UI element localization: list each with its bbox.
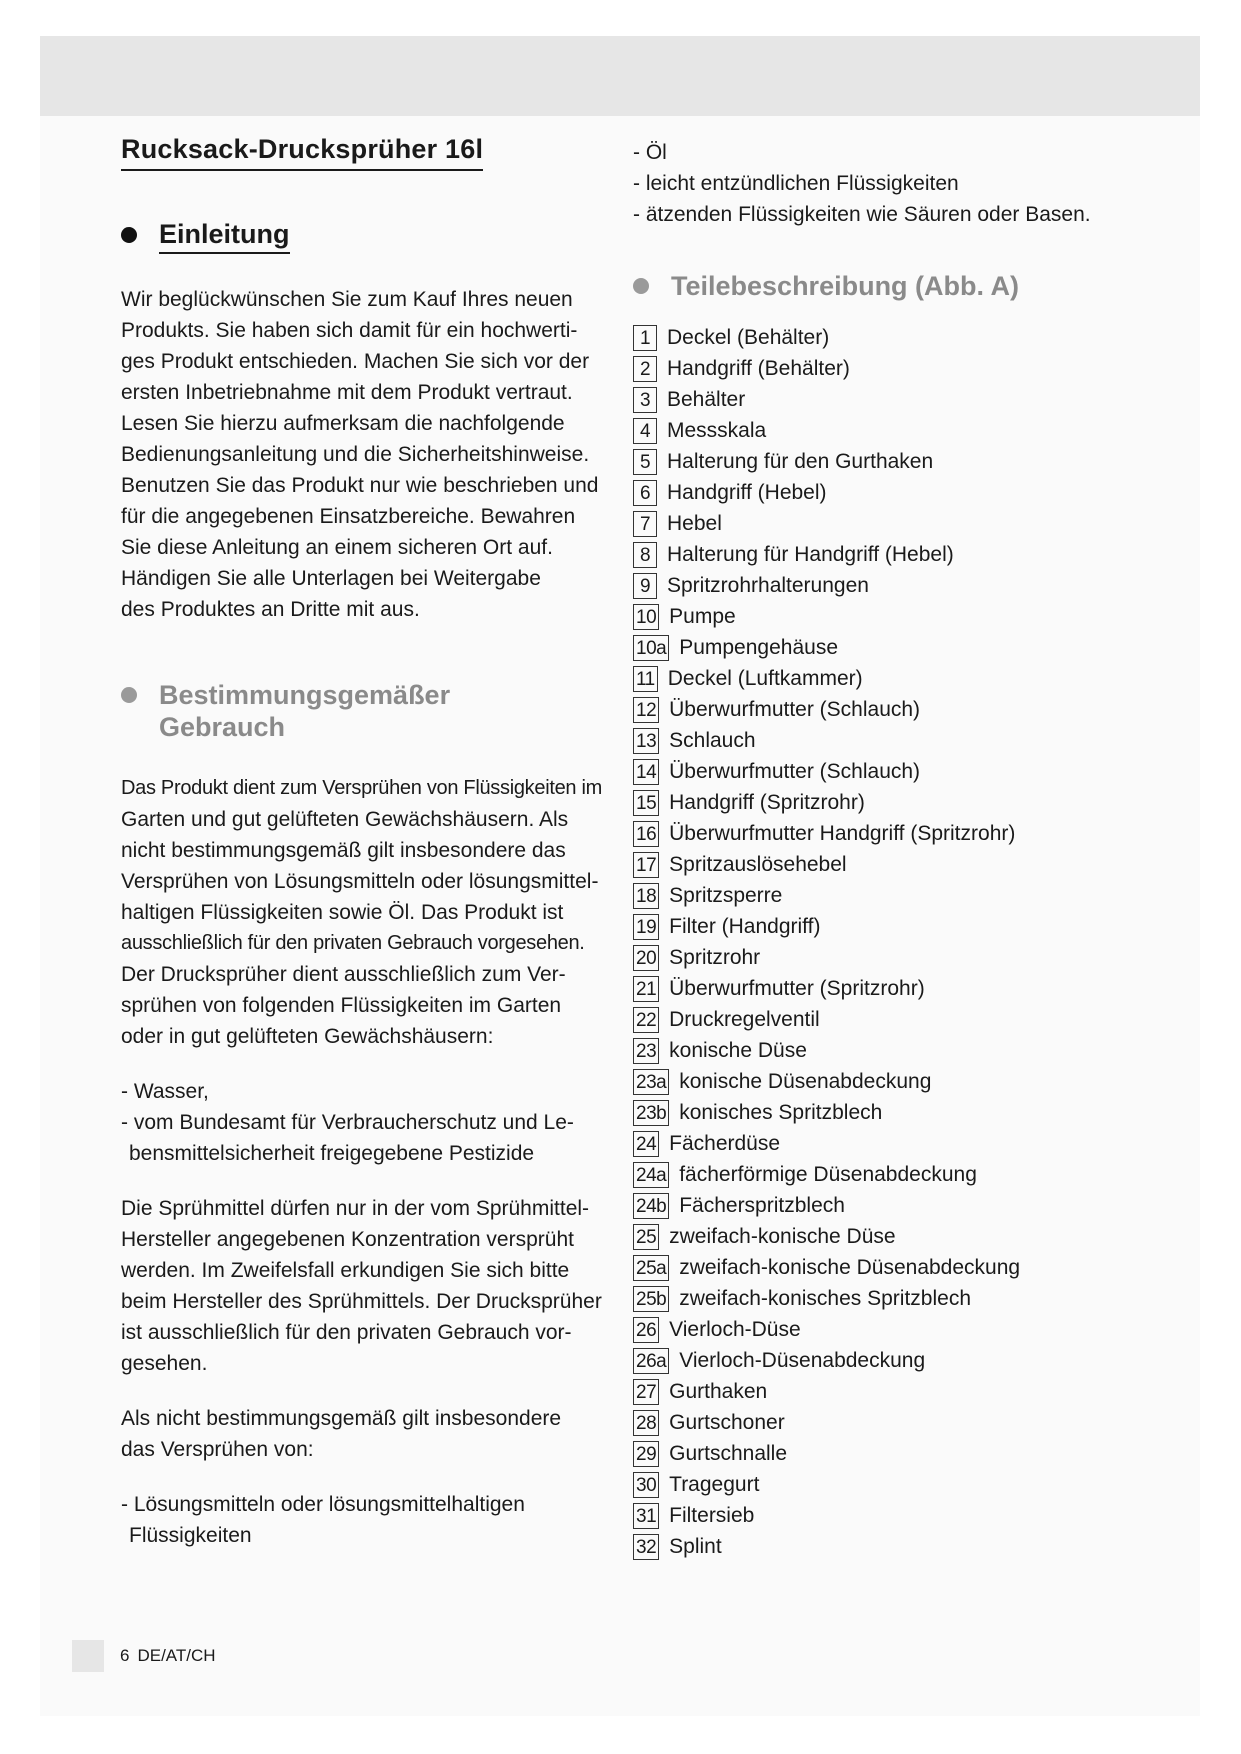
part-label: Handgriff (Hebel) (667, 480, 827, 504)
part-item (633, 415, 1133, 446)
part-item (633, 1407, 1133, 1438)
header-band (40, 36, 1200, 116)
part-number: 25a (633, 1255, 669, 1281)
part-number: 23a (633, 1069, 669, 1095)
part-item (633, 1004, 1133, 1035)
part-item (633, 849, 1133, 880)
text-line: Produkts. Sie haben sich damit für ein hochwerti- (121, 319, 578, 342)
text-line: sprühen von folgenden Flüssigkeiten im Garten (121, 994, 562, 1017)
allowed-liquids-list (121, 1076, 611, 1169)
part-item (633, 1438, 1133, 1469)
section-intended-use-heading (121, 679, 611, 743)
part-label: Vierloch-Düse (669, 1317, 801, 1341)
part-number: 24 (633, 1131, 659, 1157)
text-line: Hersteller angegebenen Konzentration versprüht (121, 1228, 574, 1251)
part-label: Spritzrohr (669, 945, 761, 969)
part-number: 10a (633, 635, 669, 661)
part-number: 7 (633, 511, 657, 537)
intended-use-paragraph-3 (121, 1403, 611, 1465)
part-number: 31 (633, 1503, 659, 1529)
part-item (633, 1097, 1133, 1128)
part-item (633, 632, 1133, 663)
part-number: 2 (633, 356, 657, 382)
part-item (633, 1345, 1133, 1376)
part-item (633, 973, 1133, 1004)
text-line: Das Produkt dient zum Versprühen von Flüssigkeiten im (121, 777, 603, 799)
part-item (633, 477, 1133, 508)
parts-heading-text: Teilebeschreibung (Abb. A) (671, 271, 1020, 301)
part-label: Gurtschoner (669, 1410, 785, 1434)
part-item (633, 756, 1133, 787)
part-item (633, 1190, 1133, 1221)
part-label: zweifach-konische Düsenabdeckung (679, 1255, 1021, 1279)
text-line: Garten und gut gelüfteten Gewächshäusern. Als (121, 808, 569, 831)
part-number: 21 (633, 976, 659, 1002)
part-label: konische Düsenabdeckung (679, 1069, 932, 1093)
part-number: 25b (633, 1286, 669, 1312)
part-label: Splint (669, 1534, 722, 1558)
text-line: ausschließlich für den privaten Gebrauch vorgesehen. (121, 932, 585, 954)
intended-use-heading-line2: Gebrauch (159, 712, 286, 742)
list-item: - leicht entzündlichen Flüssigkeiten (633, 172, 959, 195)
part-number: 11 (633, 666, 658, 692)
text-line: des Produktes an Dritte mit aus. (121, 598, 420, 621)
right-column (633, 137, 1133, 1562)
part-item (633, 1469, 1133, 1500)
part-item (633, 787, 1133, 818)
part-number: 24b (633, 1193, 669, 1219)
part-label: Handgriff (Behälter) (667, 356, 850, 380)
text-line: oder in gut gelüfteten Gewächshäusern: (121, 1025, 494, 1048)
part-label: Pumpengehäuse (679, 635, 838, 659)
part-label: Vierloch-Düsenabdeckung (679, 1348, 926, 1372)
list-item: bensmittelsicherheit freigegebene Pestizide (129, 1142, 535, 1165)
intended-use-heading-line1: Bestimmungsgemäßer (159, 680, 451, 710)
text-line: Händigen Sie alle Unterlagen bei Weitergabe (121, 567, 541, 590)
part-number: 14 (633, 759, 659, 785)
part-number: 19 (633, 914, 659, 940)
footer-marker (72, 1640, 104, 1672)
bullet-icon (121, 687, 137, 703)
part-number: 8 (633, 542, 657, 568)
part-number: 15 (633, 790, 659, 816)
text-line: für die angegebenen Einsatzbereiche. Bewahren (121, 505, 576, 528)
list-item: - vom Bundesamt für Verbraucherschutz und Le- (121, 1111, 574, 1134)
section-intro-heading (121, 219, 611, 254)
part-item (633, 1128, 1133, 1159)
part-label: Halterung für den Gurthaken (667, 449, 934, 473)
part-number: 24a (633, 1162, 669, 1188)
text-line: Versprühen von Lösungsmitteln oder lösungsmittel- (121, 870, 599, 893)
forbidden-liquids-list-continued (633, 137, 1133, 230)
text-line: Benutzen Sie das Produkt nur wie beschrieben und (121, 474, 599, 497)
list-item: Flüssigkeiten (129, 1524, 252, 1547)
part-label: Deckel (Behälter) (667, 325, 830, 349)
part-item (633, 1066, 1133, 1097)
part-item (633, 725, 1133, 756)
part-label: Filtersieb (669, 1503, 755, 1527)
part-item (633, 353, 1133, 384)
text-line: Lesen Sie hierzu aufmerksam die nachfolgende (121, 412, 565, 435)
part-item (633, 322, 1133, 353)
part-number: 1 (633, 325, 657, 351)
part-number: 5 (633, 449, 657, 475)
part-number: 10 (633, 604, 659, 630)
part-label: zweifach-konisches Spritzblech (679, 1286, 971, 1310)
part-number: 12 (633, 697, 659, 723)
text-line: gesehen. (121, 1352, 208, 1375)
part-item (633, 1252, 1133, 1283)
part-item (633, 1159, 1133, 1190)
part-number: 26a (633, 1348, 669, 1374)
list-item: - Öl (633, 141, 667, 164)
text-line: ges Produkt entschieden. Machen Sie sich vor der (121, 350, 590, 373)
part-number: 16 (633, 821, 659, 847)
bullet-icon (121, 227, 137, 243)
parts-list (633, 322, 1133, 1562)
part-number: 32 (633, 1534, 659, 1560)
part-label: Druckregelventil (669, 1007, 820, 1031)
intended-use-paragraph-1 (121, 773, 611, 1052)
section-parts-heading (633, 270, 1133, 302)
part-label: Spritzrohrhalterungen (667, 573, 869, 597)
left-column (121, 134, 611, 1551)
bullet-icon (633, 278, 649, 294)
part-number: 17 (633, 852, 659, 878)
part-number: 20 (633, 945, 659, 971)
part-label: Gurthaken (669, 1379, 768, 1403)
part-label: Überwurfmutter (Schlauch) (669, 697, 921, 721)
document-title: Rucksack-Drucksprüher 16l (121, 134, 483, 171)
locale-label: DE/AT/CH (137, 1646, 216, 1665)
part-label: Fächerspritzblech (679, 1193, 845, 1217)
part-item (633, 1376, 1133, 1407)
intro-heading-text: Einleitung (159, 219, 290, 254)
part-number: 4 (633, 418, 657, 444)
part-number: 23 (633, 1038, 659, 1064)
part-item (633, 880, 1133, 911)
text-line: beim Hersteller des Sprühmittels. Der Drucksprüher (121, 1290, 602, 1313)
text-line: ist ausschließlich für den privaten Gebrauch vor- (121, 1321, 572, 1344)
part-item (633, 663, 1133, 694)
part-label: Halterung für Handgriff (Hebel) (667, 542, 954, 566)
intro-paragraph (121, 284, 611, 625)
part-label: Behälter (667, 387, 746, 411)
text-line: Die Sprühmittel dürfen nur in der vom Sprühmittel- (121, 1197, 590, 1220)
part-label: Pumpe (669, 604, 736, 628)
list-item: - Lösungsmitteln oder lösungsmittelhaltigen (121, 1493, 525, 1516)
text-line: Als nicht bestimmungsgemäß gilt insbesondere (121, 1407, 562, 1430)
part-item (633, 911, 1133, 942)
part-label: Hebel (667, 511, 722, 535)
part-item (633, 1314, 1133, 1345)
part-label: Überwurfmutter (Spritzrohr) (669, 976, 925, 1000)
part-number: 29 (633, 1441, 659, 1467)
part-label: Schlauch (669, 728, 756, 752)
part-number: 22 (633, 1007, 659, 1033)
part-item (633, 1221, 1133, 1252)
part-number: 28 (633, 1410, 659, 1436)
part-label: Tragegurt (669, 1472, 760, 1496)
part-item (633, 601, 1133, 632)
part-number: 23b (633, 1100, 669, 1126)
part-item (633, 1035, 1133, 1066)
part-label: Spritzsperre (669, 883, 783, 907)
text-line: nicht bestimmungsgemäß gilt insbesondere das (121, 839, 566, 862)
page-footer (72, 1640, 216, 1672)
part-item (633, 508, 1133, 539)
part-label: Gurtschnalle (669, 1441, 788, 1465)
part-number: 30 (633, 1472, 659, 1498)
text-line: werden. Im Zweifelsfall erkundigen Sie sich bitte (121, 1259, 570, 1282)
page-number: 6 (120, 1646, 130, 1665)
part-label: Deckel (Luftkammer) (667, 666, 863, 690)
text-line: Der Drucksprüher dient ausschließlich zum Ver- (121, 963, 566, 986)
text-line: Bedienungsanleitung und die Sicherheitshinweise. (121, 443, 590, 466)
part-number: 13 (633, 728, 659, 754)
part-number: 9 (633, 573, 657, 599)
text-line: haltigen Flüssigkeiten sowie Öl. Das Produkt ist (121, 901, 564, 924)
part-item (633, 818, 1133, 849)
list-item: - Wasser, (121, 1080, 209, 1103)
part-number: 25 (633, 1224, 659, 1250)
text-line: das Versprühen von: (121, 1438, 314, 1461)
list-item: - ätzenden Flüssigkeiten wie Säuren oder Basen. (633, 203, 1091, 226)
forbidden-liquids-list (121, 1489, 611, 1551)
part-item (633, 1500, 1133, 1531)
text-line: Sie diese Anleitung an einem sicheren Ort auf. (121, 536, 553, 559)
part-number: 27 (633, 1379, 659, 1405)
part-label: Filter (Handgriff) (669, 914, 821, 938)
part-item (633, 384, 1133, 415)
part-label: Messskala (667, 418, 767, 442)
part-label: fächerförmige Düsenabdeckung (679, 1162, 977, 1186)
part-label: Handgriff (Spritzrohr) (669, 790, 865, 814)
part-number: 18 (633, 883, 659, 909)
text-line: ersten Inbetriebnahme mit dem Produkt vertraut. (121, 381, 573, 404)
part-number: 3 (633, 387, 657, 413)
text-line: Wir beglückwünschen Sie zum Kauf Ihres neuen (121, 288, 573, 311)
part-label: Fächerdüse (669, 1131, 781, 1155)
part-label: Überwurfmutter Handgriff (Spritzrohr) (669, 821, 1016, 845)
part-number: 6 (633, 480, 657, 506)
part-label: zweifach-konische Düse (669, 1224, 896, 1248)
part-item (633, 446, 1133, 477)
part-item (633, 1283, 1133, 1314)
part-item (633, 1531, 1133, 1562)
part-label: Spritzauslösehebel (669, 852, 847, 876)
part-item (633, 570, 1133, 601)
part-label: konische Düse (669, 1038, 807, 1062)
part-item (633, 942, 1133, 973)
part-item (633, 539, 1133, 570)
part-label: Überwurfmutter (Schlauch) (669, 759, 921, 783)
part-item (633, 694, 1133, 725)
intended-use-paragraph-2 (121, 1193, 611, 1379)
part-label: konisches Spritzblech (679, 1100, 883, 1124)
part-number: 26 (633, 1317, 659, 1343)
